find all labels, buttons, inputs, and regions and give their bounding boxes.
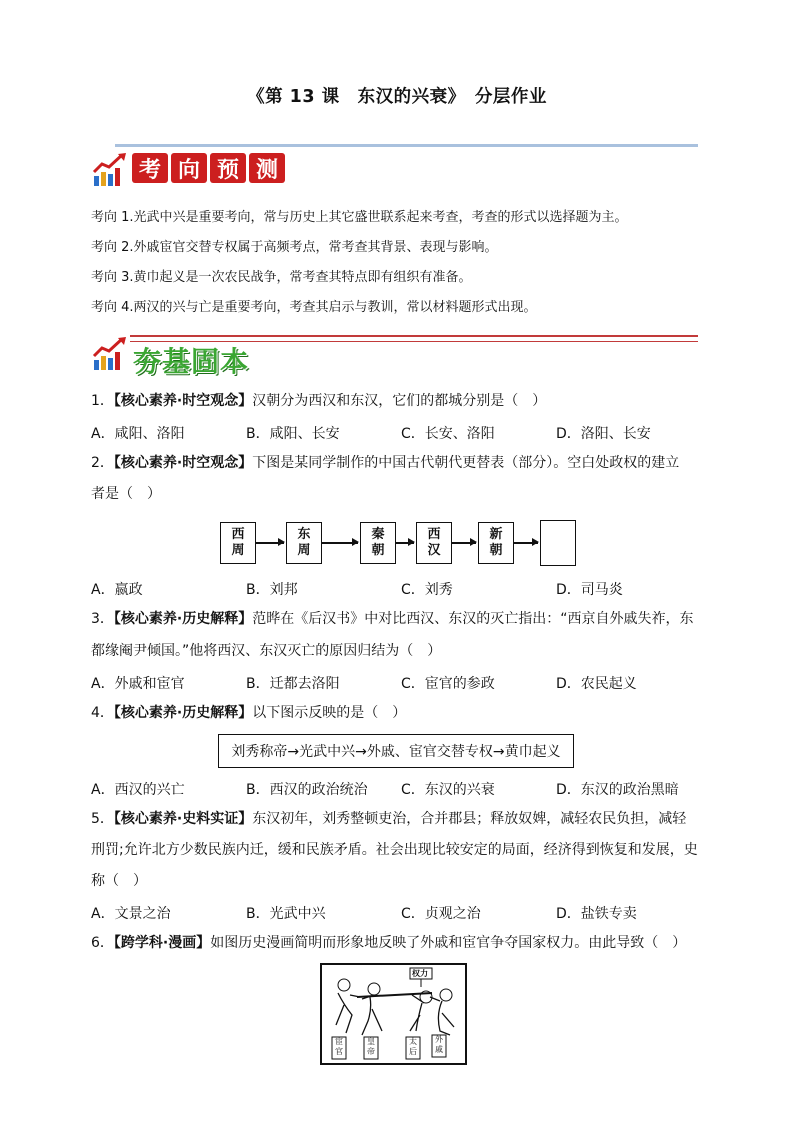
options-4 <box>91 779 711 799</box>
trend-chart-icon <box>92 152 128 192</box>
arrow <box>452 542 476 544</box>
arrow <box>514 542 538 544</box>
banner-char: 测 <box>249 153 285 183</box>
question-2 <box>91 453 706 473</box>
question-6 <box>91 933 706 953</box>
option-a[interactable]: A．外戚和宦官 <box>91 676 185 692</box>
question-text: 汉朝分为西汉和东汉，它们的都城分别是（ ） <box>252 393 547 409</box>
question-tag: 【核心素养·历史解释】 <box>113 611 253 627</box>
question-tag: 【核心素养·历史解释】 <box>113 705 253 721</box>
kaoxiang-line-4: 考向 4.两汉的兴与亡是重要考向，考查其启示与教训，常以材料题形式出现。 <box>91 300 537 315</box>
cartoon-label-emperor: 皇帝 <box>367 1037 375 1056</box>
section-banner-kaoxiang <box>132 153 285 183</box>
option-b[interactable]: B．迁都去洛阳 <box>246 676 340 692</box>
dynasty-box-xin: 新 朝 <box>478 522 514 564</box>
question-number: 1． <box>91 393 114 409</box>
question-text: 范晔在《后汉书》中对比西汉、东汉的灭亡指出：“西京自外戚失祚，东 <box>252 611 694 627</box>
arrow <box>322 542 358 544</box>
options-2 <box>91 579 711 599</box>
question-text: 东汉初年，刘秀整顿吏治，合并郡县；释放奴婢，减轻农民负担，减轻 <box>252 811 687 827</box>
question-number: 2． <box>91 455 114 471</box>
option-d[interactable]: D．农民起义 <box>556 676 637 692</box>
option-a[interactable]: A．西汉的兴亡 <box>91 782 185 798</box>
question-5 <box>91 809 706 829</box>
option-c[interactable]: C．贞观之治 <box>401 906 481 922</box>
kaoxiang-line-2: 考向 2.外戚宦官交替专权属于高频考点，常考查其背景、表现与影响。 <box>91 240 498 255</box>
question-2-cont: 者是（ ） <box>91 486 161 502</box>
page-title: 《第 13 课 东汉的兴衰》 分层作业 <box>247 87 547 107</box>
dynasty-box-xihan: 西 汉 <box>416 522 452 564</box>
option-c[interactable]: C．宦官的参政 <box>401 676 495 692</box>
question-tag: 【核心素养·时空观念】 <box>113 455 253 471</box>
option-d[interactable]: D．洛阳、长安 <box>556 426 651 442</box>
power-struggle-cartoon <box>320 963 467 1065</box>
question-number: 5． <box>91 811 114 827</box>
option-d[interactable]: D．盐铁专卖 <box>556 906 637 922</box>
options-3 <box>91 673 711 693</box>
option-a[interactable]: A．咸阳、洛阳 <box>91 426 185 442</box>
question-5-cont-2: 称（ ） <box>91 873 147 889</box>
option-b[interactable]: B．光武中兴 <box>246 906 326 922</box>
option-b[interactable]: B．刘邦 <box>246 582 298 598</box>
options-1 <box>91 423 711 443</box>
arrow <box>396 542 414 544</box>
option-d[interactable]: D．司马炎 <box>556 582 623 598</box>
flow-diagram-box: 刘秀称帝→光武中兴→外戚、宦官交替专权→黄巾起义 <box>218 734 574 768</box>
arrow <box>256 542 284 544</box>
dynasty-box-qin: 秦 朝 <box>360 522 396 564</box>
option-a[interactable]: A．文景之治 <box>91 906 171 922</box>
kaoxiang-line-3: 考向 3.黄巾起义是一次农民战争，常考查其特点即有组织有准备。 <box>91 270 472 285</box>
question-number: 6． <box>91 935 114 951</box>
question-1 <box>91 391 706 411</box>
option-a[interactable]: A．嬴政 <box>91 582 143 598</box>
option-c[interactable]: C．东汉的兴衰 <box>401 782 495 798</box>
trend-chart-icon <box>92 336 128 376</box>
question-text: 以下图示反映的是（ ） <box>252 705 407 721</box>
question-3-cont: 都缘阉尹倾国。”他将西汉、东汉灭亡的原因归结为（ ） <box>91 643 442 659</box>
option-c[interactable]: C．刘秀 <box>401 582 453 598</box>
cartoon-label-power: 权力 <box>412 969 428 978</box>
question-text: 下图是某同学制作的中国古代朝代更替表（部分）。空白处政权的建立 <box>252 455 680 471</box>
question-3 <box>91 609 706 629</box>
option-b[interactable]: B．咸阳、长安 <box>246 426 340 442</box>
question-tag: 【核心素养·史料实证】 <box>113 811 253 827</box>
option-c[interactable]: C．长安、洛阳 <box>401 426 495 442</box>
options-5 <box>91 903 711 923</box>
dynasty-chain <box>220 520 580 564</box>
question-tag: 【核心素养·时空观念】 <box>113 393 253 409</box>
banner-char: 预 <box>210 153 246 183</box>
cartoon-label-eunuch: 宦官 <box>335 1037 343 1056</box>
question-5-cont: 刑罚;允许北方少数民族内迁，缓和民族矛盾。社会出现比较安定的局面，经济得到恢复和发展，史 <box>91 842 698 858</box>
cartoon-label-consort-clan: 外戚 <box>435 1035 443 1054</box>
dynasty-box-xizhou: 西 周 <box>220 522 256 564</box>
question-text: 如图历史漫画简明而形象地反映了外戚和宦官争夺国家权力。由此导致（ ） <box>210 935 687 951</box>
cartoon-label-empress-dowager: 太后 <box>409 1037 417 1056</box>
question-tag: 【跨学科·漫画】 <box>113 935 211 951</box>
kaoxiang-line-1: 考向 1.光武中兴是重要考向，常与历史上其它盛世联系起来考查，考查的形式以选择题为主。 <box>91 210 628 225</box>
question-number: 3． <box>91 611 114 627</box>
dynasty-box-dongzhou: 东 周 <box>286 522 322 564</box>
title-divider <box>115 144 698 147</box>
banner-char: 向 <box>171 153 207 183</box>
option-b[interactable]: B．西汉的政治统治 <box>246 782 368 798</box>
question-number: 4． <box>91 705 114 721</box>
question-4 <box>91 703 706 723</box>
dynasty-box-blank <box>540 520 576 566</box>
section-banner-hangji: 夯基固本 <box>133 345 250 378</box>
banner-char: 考 <box>132 153 168 183</box>
option-d[interactable]: D．东汉的政治黑暗 <box>556 782 679 798</box>
